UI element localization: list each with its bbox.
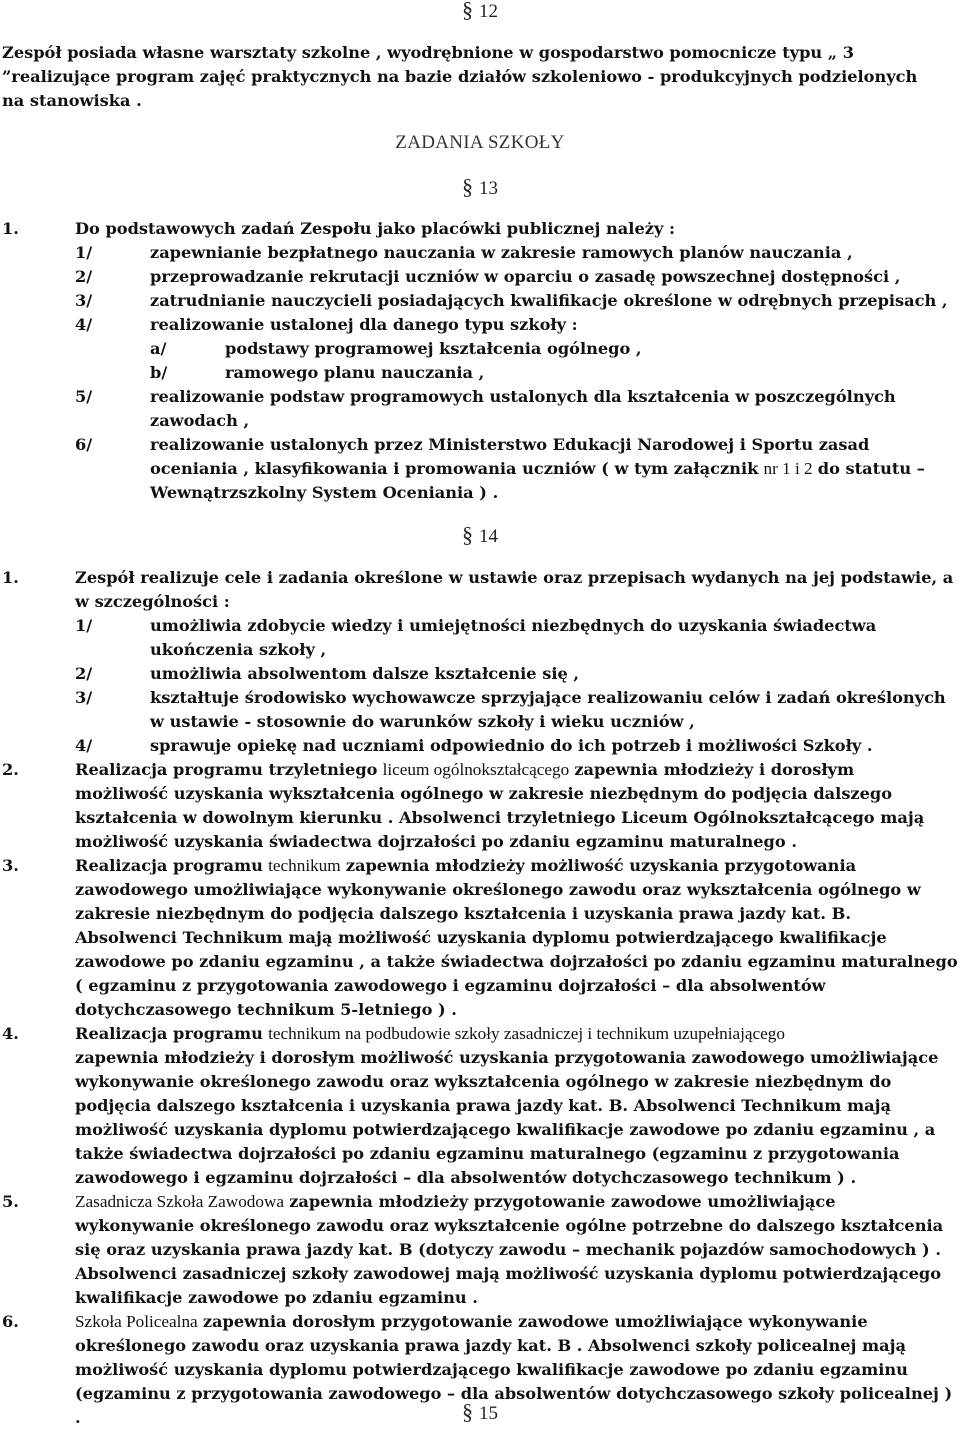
section-13-marker xyxy=(462,175,498,201)
s14-p4-line: zawodowego i egzaminu dojrzałości – dla absolwentów dotychczasowego technikum ) . xyxy=(75,1168,857,1187)
s14-p5-line: Absolwenci zasadniczej szkoły zawodowej mają możliwość uzyskania dyplomu potwierdzającego xyxy=(75,1264,942,1283)
s14-p2-line: możliwość uzyskania świadectwa dojrzałości po zdaniu egzaminu maturalnego . xyxy=(75,832,797,851)
s14-p1-line: w szczególności : xyxy=(75,592,230,611)
s14-item-label: 2/ xyxy=(75,664,93,683)
s14-p4-line: wykonywanie określonego zawodu oraz wykształcenia ogólnego w zakresie niezbędnym do xyxy=(75,1072,892,1091)
s13-lead: Do podstawowych zadań Zespołu jako placówki publicznej należy : xyxy=(75,219,675,238)
s13-item-label: 2/ xyxy=(75,267,93,286)
s13-subitem-label: a/ xyxy=(150,339,167,358)
s14-p4-line: możliwość uzyskania dyplomu potwierdzającego kwalifikacje zawodowe po zdaniu egzaminu , a xyxy=(75,1120,936,1139)
s14-p3-line: dotychczasowego technikum 5-letniego ) . xyxy=(75,1000,457,1019)
s13-item-text: realizowanie ustalonej dla danego typu szkoły : xyxy=(150,315,578,334)
school-name-technikum-podbudowa: technikum na podbudowie szkoły zasadniczej i technikum uzupełniającego xyxy=(268,1024,785,1043)
s13-item-text-tail: do statutu – xyxy=(817,459,925,478)
s14-item-text: sprawuje opiekę nad uczniami odpowiednio do ich potrzeb i możliwości Szkoły . xyxy=(150,736,873,755)
s14-p5-line: kwalifikacje zawodowe po zdaniu egzaminu . xyxy=(75,1288,478,1307)
s14-p2-line: kształcenia w dowolnym kierunku . Absolwenci trzyletniego Liceum Ogólnokształcącego mają xyxy=(75,808,925,827)
s14-item-label: 3/ xyxy=(75,688,93,707)
section-12-number: 12 xyxy=(479,1,498,22)
school-name-policealna: Szkoła Policealna xyxy=(75,1312,198,1331)
s14-p4-line: podjęcia dalszego kształcenia i uzyskania prawa jazdy kat. B. Absolwenci Technikum mają xyxy=(75,1096,891,1115)
s13-item-label: 5/ xyxy=(75,387,93,406)
s14-p3-line: Absolwenci Technikum mają możliwość uzyskania dyplomu potwierdzającego kwalifikacje xyxy=(75,928,887,947)
intro-line-2: ”realizujące program zajęć praktycznych na bazie działów szkoleniowo - produkcyjnych podzielonych xyxy=(2,67,918,86)
s13-subitem-text: podstawy programowej kształcenia ogólnego , xyxy=(225,339,642,358)
s13-item-text: realizowanie podstaw programowych ustalonych dla kształcenia w poszczególnych xyxy=(150,387,896,406)
s14-p3-part: zapewnia młodzieży możliwość uzyskania przygotowania xyxy=(345,856,857,875)
s14-p6-line xyxy=(75,1310,868,1334)
s14-p2-number: 2. xyxy=(2,760,19,779)
section-14-marker xyxy=(462,523,498,549)
s14-p4-line: także świadectwa dojrzałości po zdaniu egzaminu maturalnego (egzaminu z przygotowania xyxy=(75,1144,900,1163)
section-15-number: 15 xyxy=(479,1403,498,1424)
s14-p3-line: zawodowego umożliwiające wykonywanie określonego zawodu oraz wykształcenia ogólnego w xyxy=(75,880,921,899)
s13-item-label: 4/ xyxy=(75,315,93,334)
s14-p4-line xyxy=(75,1022,785,1046)
s13-item-text-cont: zawodach , xyxy=(150,411,250,430)
s14-p4-line: zapewnia młodzieży i dorosłym możliwość uzyskania przygotowania zawodowego umożliwiające xyxy=(75,1048,939,1067)
s14-p2-line xyxy=(75,758,854,782)
s14-p6-line: możliwość uzyskania dyplomu potwierdzającego kwalifikacje zawodowe po zdaniu egzaminu xyxy=(75,1360,908,1379)
s14-p6-line: (egzaminu z przygotowania zawodowego – dla absolwentów dotychczasowego szkoły policealnej ) . xyxy=(75,1384,953,1427)
section-symbol: § xyxy=(462,1399,473,1424)
s14-item-text: kształtuje środowisko wychowawcze sprzyjające realizowaniu celów i zadań określonych xyxy=(150,688,946,707)
s14-p4-number: 4. xyxy=(2,1024,19,1043)
school-name-zsz: Zasadnicza Szkoła Zawodowa xyxy=(75,1192,285,1211)
s14-p3-line xyxy=(75,854,856,878)
s14-p3-line: ( egzaminu z przygotowania zawodowego i egzaminu dojrzałości – dla absolwentów xyxy=(75,976,826,995)
s14-p6-part: zapewnia dorosłym przygotowanie zawodowe umożliwiające wykonywanie xyxy=(202,1312,868,1331)
s14-p2-part: zapewnia młodzieży i dorosłym xyxy=(574,760,855,779)
s13-item-text-cont xyxy=(150,457,925,481)
section-symbol: § xyxy=(462,0,473,22)
s14-p2-part: Realizacja programu trzyletniego xyxy=(75,760,378,779)
s13-subitem-label: b/ xyxy=(150,363,168,382)
school-name-liceum: liceum ogólnokształcącego xyxy=(382,760,570,779)
s14-p1-number: 1. xyxy=(2,568,19,587)
section-14-number: 14 xyxy=(479,526,498,547)
intro-line-1: Zespół posiada własne warsztaty szkolne , wyodrębnione w gospodarstwo pomocnicze typu „ 3 xyxy=(2,43,855,62)
s14-item-text: umożliwia absolwentom dalsze kształcenie się , xyxy=(150,664,580,683)
section-13-number: 13 xyxy=(479,178,498,199)
intro-line-3: na stanowiska . xyxy=(2,91,142,110)
s14-item-label: 1/ xyxy=(75,616,93,635)
s13-item-label: 6/ xyxy=(75,435,93,454)
s13-item-label: 1/ xyxy=(75,243,93,262)
s14-item-text: umożliwia zdobycie wiedzy i umiejętności niezbędnych do uzyskania świadectwa xyxy=(150,616,877,635)
s14-item-label: 4/ xyxy=(75,736,93,755)
s13-item-label: 3/ xyxy=(75,291,93,310)
s13-number: 1. xyxy=(2,219,19,238)
s14-p2-line: możliwość uzyskania wykształcenia ogólnego w zakresie niezbędnym do podjęcia dalszego xyxy=(75,784,893,803)
section-12-marker xyxy=(462,0,498,24)
s13-item-text-part: oceniania , klasyfikowania i promowania uczniów ( w tym załącznik xyxy=(150,459,759,478)
s13-item-text: przeprowadzanie rekrutacji uczniów w oparciu o zasadę powszechnej dostępności , xyxy=(150,267,901,286)
s14-p6-line: określonego zawodu oraz uzyskania prawa jazdy kat. B . Absolwenci szkoły policealnej mają xyxy=(75,1336,906,1355)
s14-p5-number: 5. xyxy=(2,1192,19,1211)
s14-p5-line xyxy=(75,1190,836,1214)
s13-item-text: zapewnianie bezpłatnego nauczania w zakresie ramowych planów nauczania , xyxy=(150,243,853,262)
s14-p4-part: Realizacja programu xyxy=(75,1024,263,1043)
section-symbol: § xyxy=(462,174,473,199)
section-heading: ZADANIA SZKOŁY xyxy=(395,132,565,153)
s14-p6-number: 6. xyxy=(2,1312,19,1331)
section-symbol: § xyxy=(462,522,473,547)
s14-p1-line: Zespół realizuje cele i zadania określone w ustawie oraz przepisach wydanych na jej podstawie, a xyxy=(75,568,954,587)
s13-subitem-text: ramowego planu nauczania , xyxy=(225,363,485,382)
s14-p5-line: wykonywanie określonego zawodu oraz wykształcenie ogólne potrzebne do dalszego kształcenia xyxy=(75,1216,944,1235)
s13-item-text: realizowanie ustalonych przez Ministerstwo Edukacji Narodowej i Sportu zasad xyxy=(150,435,870,454)
s14-p3-number: 3. xyxy=(2,856,19,875)
s13-item-text-cont: Wewnątrzszkolny System Oceniania ) . xyxy=(150,483,499,502)
s13-item-text: zatrudnianie nauczycieli posiadających kwalifikacje określone w odrębnych przepisach , xyxy=(150,291,948,310)
s14-p3-part: Realizacja programu xyxy=(75,856,263,875)
section-15-marker xyxy=(462,1400,498,1426)
s14-p3-line: zakresie niezbędnym do podjęcia dalszego kształcenia i uzyskania prawa jazdy kat. B. xyxy=(75,904,851,923)
s14-p5-part: zapewnia młodzieży przygotowanie zawodowe umożliwiające xyxy=(289,1192,836,1211)
attachment-ref: nr 1 i 2 xyxy=(763,459,813,478)
s14-item-text-cont: ukończenia szkoły , xyxy=(150,640,327,659)
s14-p3-line: zawodowe po zdaniu egzaminu , a także świadectwa dojrzałości po zdaniu egzaminu maturalnego xyxy=(75,952,958,971)
school-name-technikum: technikum xyxy=(268,856,341,875)
s14-item-text-cont: w ustawie - stosownie do warunków szkoły i wieku uczniów , xyxy=(150,712,695,731)
s14-p5-line: się oraz uzyskania prawa jazdy kat. B (dotyczy zawodu – mechanik pojazdów samochodowych ) . xyxy=(75,1240,941,1259)
